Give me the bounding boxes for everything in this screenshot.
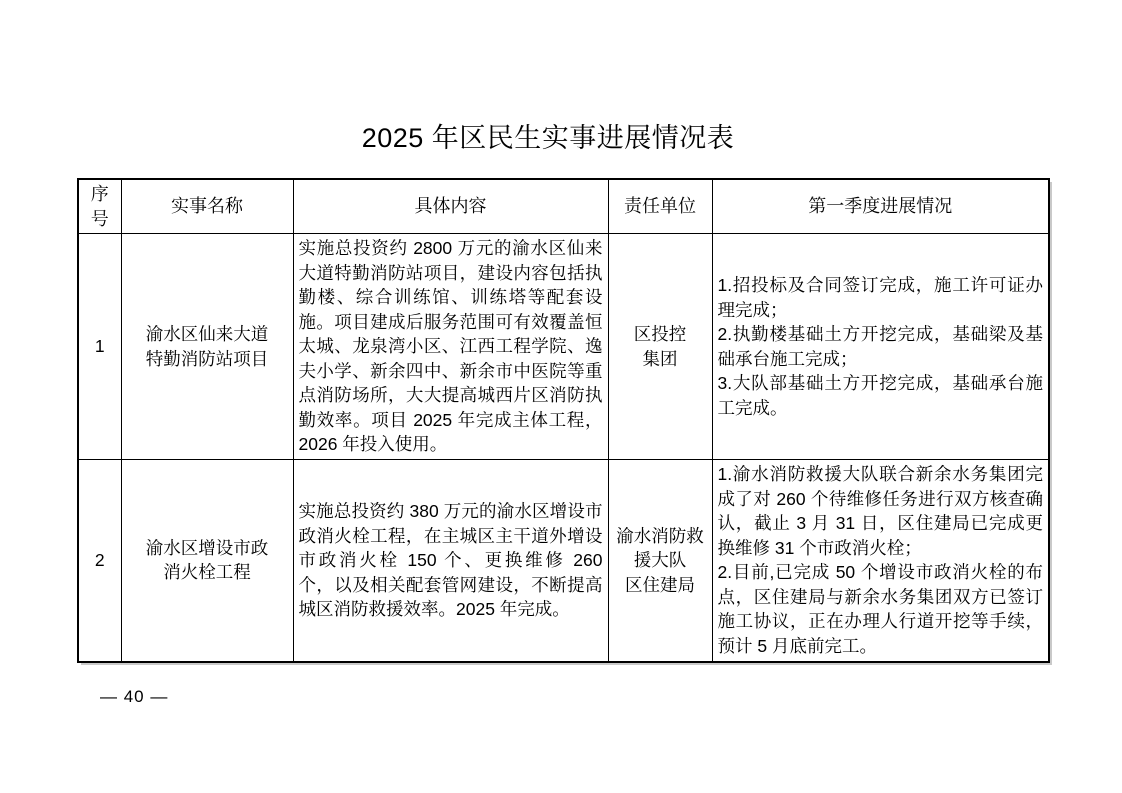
row1-content-cell: 实施总投资约 2800 万元的渝水区仙来大道特勤消防站项目，建设内容包括执勤楼、综合训练馆、训练塔等配套设施。项目建成后服务范围可有效覆盖恒太城、龙泉湾小区、江西工程学院、逸夫小学、新余四中、新余市中医院等重点消防场所，大大提高城西片区消防执勤效率。项目 2025 年完成主体工程，2026 年投入使用。: [293, 234, 608, 460]
table-header-row: [78, 179, 1049, 234]
row2-unit-line: 区住建局: [625, 574, 695, 595]
row1-progress-item: 1.招投标及合同签订完成，施工许可证办理完成；: [717, 275, 1043, 320]
row1-progress-item: 2.执勤楼基础土方开挖完成，基础梁及基础承台施工完成；: [717, 324, 1043, 369]
row1-name-cell: [121, 234, 293, 460]
row2-progress-item: 2.目前,已完成 50 个增设市政消火栓的布点，区住建局与新余水务集团双方已签订施工协议，正在办理人行道开挖等手续，预计 5 月底前完工。: [717, 562, 1043, 656]
table-row: [78, 460, 1049, 662]
col-header-progress: 第一季度进展情况: [712, 179, 1049, 234]
row2-progress-item: 1.渝水消防救援大队联合新余水务集团完成了对 260 个待维修任务进行双方核查确认，截止 3 月 31 日，区住建局已完成更换维修 31 个市政消火栓；: [717, 464, 1043, 558]
row1-progress-item: 3.大队部基础土方开挖完成，基础承台施工完成。: [717, 373, 1043, 418]
row1-unit-line: 集团: [642, 348, 678, 369]
livelihood-progress-table: [77, 178, 1050, 663]
row1-unit-cell: [608, 234, 712, 460]
row2-name-line: 渝水区增设市政: [145, 537, 269, 558]
row2-name-cell: [121, 460, 293, 662]
col-header-index-line: 序: [90, 184, 109, 204]
page-title: 2025 年区民生实事进展情况表: [361, 123, 735, 153]
page-number: — 40 —: [100, 687, 169, 706]
col-header-content: 具体内容: [293, 179, 608, 234]
row1-name-line: 特勤消防站项目: [145, 348, 269, 369]
col-header-name: 实事名称: [121, 179, 293, 234]
row2-index-cell: 2: [78, 460, 121, 662]
row2-unit-line: 渝水消防救: [616, 525, 704, 546]
row2-content-cell: 实施总投资约 380 万元的渝水区增设市政消火栓工程，在主城区主干道外增设市政消火栓 150 个、更换维修 260 个，以及相关配套管网建设，不断提高城区消防救援效率。2025 年完成。: [293, 460, 608, 662]
col-header-index: [78, 179, 121, 234]
row1-unit-line: 区投控: [633, 324, 687, 344]
col-header-index-line: 号: [90, 208, 109, 229]
table-row: [78, 234, 1049, 460]
row2-unit-cell: [608, 460, 712, 662]
row2-name-line: 消火栓工程: [163, 562, 251, 583]
row2-progress-cell: [712, 460, 1049, 662]
row1-progress-cell: [712, 234, 1049, 460]
row1-index-cell: 1: [78, 234, 121, 460]
row1-name-line: 渝水区仙来大道: [145, 324, 269, 344]
row2-unit-line: 援大队: [633, 550, 687, 570]
col-header-unit: 责任单位: [608, 179, 712, 234]
